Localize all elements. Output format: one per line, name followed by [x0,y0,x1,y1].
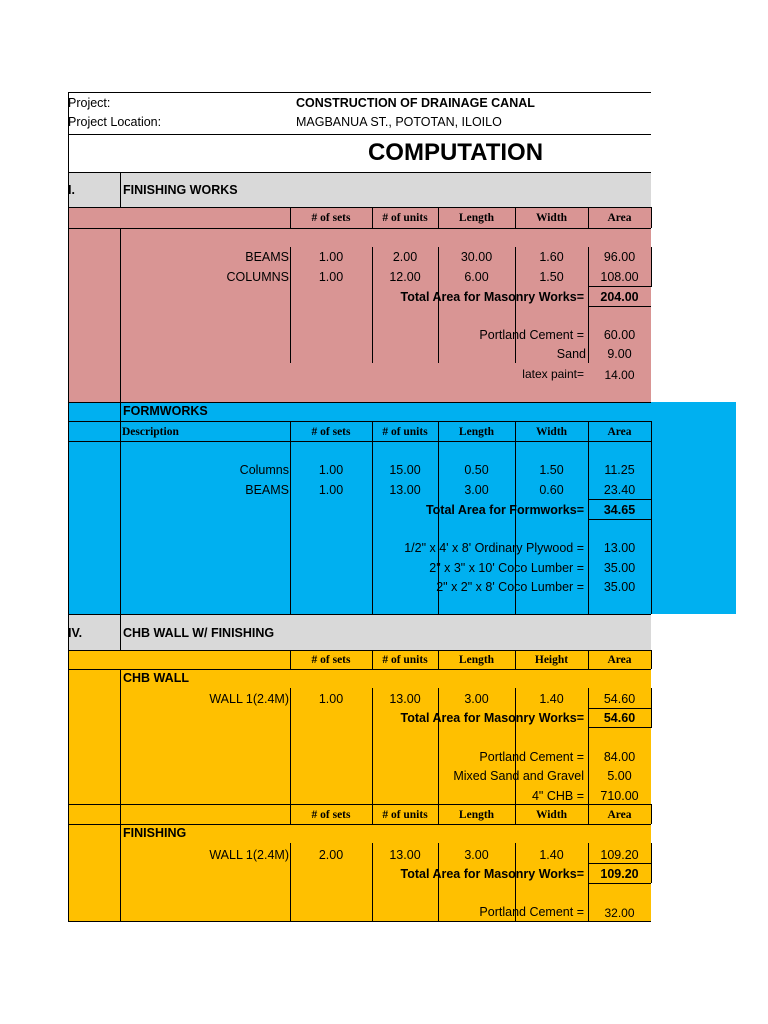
col-header-width: Width [535,212,568,224]
rule [120,402,121,614]
chb-wall-subtitle: CHB WALL [123,671,189,685]
material-value: 9.00 [607,347,632,361]
rule [588,499,651,500]
chb-section-bg [68,650,651,922]
cell-sets: 1.00 [318,250,344,264]
material-value: 710.00 [600,789,639,803]
cell-area: 96.00 [603,250,636,264]
rule [651,421,652,614]
row-label: BEAMS [245,250,289,264]
formworks-title: FORMWORKS [123,404,208,418]
rule [68,614,651,615]
total-value: 34.65 [603,503,636,517]
cell-sets: 1.00 [318,463,344,477]
project-label: Project: [68,96,111,110]
col-header-sets: # of sets [311,809,351,821]
cell-sets: 1.00 [318,270,344,284]
total-value: 54.60 [603,711,636,725]
cell-area: 11.25 [604,463,635,477]
project-value: CONSTRUCTION OF DRAINAGE CANAL [296,96,535,110]
col-header-length: Length [458,654,495,666]
rule [68,228,651,229]
col-header-height: Height [534,654,569,666]
cell-units: 13.00 [389,848,421,862]
col-header-area: Area [607,654,632,666]
material-label: 1/2" x 4' x 8' Ordinary Plywood = [404,541,584,555]
section-i-title: FINISHING WORKS [123,183,238,197]
rule [290,421,291,614]
rule [588,519,651,520]
rule [68,421,651,422]
rule [588,247,589,363]
rule [588,286,651,287]
rule [120,615,121,650]
cell-sets: 1.00 [318,483,344,497]
cell-units: 13.00 [389,692,421,706]
rule [588,708,651,709]
cell-sets: 1.00 [318,692,344,706]
material-label: 2" x 2" x 8' Coco Lumber = [436,580,584,594]
rule [68,172,651,173]
rule [120,669,121,922]
total-label: Total Area for Masonry Works= [400,711,584,725]
section-i-number: I. [68,183,75,197]
material-label: Sand [556,347,586,361]
rule [438,247,439,363]
cell-units: 2.00 [392,250,418,264]
rule [68,92,651,93]
rule [651,688,652,728]
cell-height: 1.40 [539,692,564,706]
project-location-value: MAGBANUA ST., POTOTAN, ILOILO [296,115,502,129]
material-label: Mixed Sand and Gravel [453,769,584,783]
col-header-units: # of units [382,654,428,666]
rule [651,650,652,669]
page-title: COMPUTATION [367,139,544,166]
rule [588,863,651,864]
col-header-length: Length [458,426,495,438]
row-label: WALL 1(2.4M) [209,848,289,862]
rule [68,650,651,651]
rule [515,247,516,363]
rule [120,172,121,208]
cell-width: 0.60 [539,483,564,497]
section-iv-number: IV. [68,626,83,640]
material-label: Portland Cement = [479,750,584,764]
col-header-area: Area [607,809,632,821]
cell-length: 3.00 [464,483,489,497]
cell-area: 54.60 [603,692,636,706]
cell-width: 1.50 [539,270,564,284]
cell-length: 30.00 [460,250,493,264]
row-label: COLUMNS [226,270,289,284]
col-header-length: Length [458,212,495,224]
col-header-area: Area [607,212,632,224]
material-value: 32.00 [604,906,635,920]
col-header-area: Area [607,426,632,438]
material-label: latex paint= [522,367,584,381]
rule [68,402,651,403]
cell-area: 108.00 [600,270,639,284]
total-label: Total Area for Masonry Works= [400,290,584,304]
total-value: 109.20 [600,867,639,881]
material-label: 4" CHB = [531,789,584,803]
rule [290,247,291,363]
rule [68,134,651,135]
cell-units: 15.00 [389,463,421,477]
col-header-units: # of units [382,426,428,438]
cell-length: 0.50 [464,463,489,477]
cell-area: 109.20 [600,848,639,862]
rule [68,824,651,825]
rule [68,669,651,670]
total-label: Total Area for Masonry Works= [400,867,584,881]
col-header-sets: # of sets [311,212,351,224]
material-value: 35.00 [603,561,636,575]
rule [68,207,651,208]
material-label: 2" x 3" x 10' Coco Lumber = [429,561,584,575]
rule [372,247,373,363]
material-label: Portland Cement = [479,328,584,342]
project-location-label: Project Location: [68,115,162,129]
section-iv-title: CHB WALL W/ FINISHING [123,626,275,640]
col-header-units: # of units [382,809,428,821]
material-value: 13.00 [603,541,636,555]
cell-length: 3.00 [464,848,489,862]
col-header-sets: # of sets [311,426,351,438]
material-value: 84.00 [603,750,636,764]
rule [651,247,652,287]
row-label: BEAMS [245,483,289,497]
col-header-width: Width [535,809,568,821]
cell-sets: 2.00 [318,848,344,862]
total-label: Total Area for Formworks= [425,503,584,517]
material-value: 35.00 [603,580,636,594]
rule [68,804,651,805]
material-value: 14.00 [604,368,635,382]
rule [68,92,69,922]
cell-units: 13.00 [389,483,421,497]
cell-width: 1.60 [539,250,564,264]
rule [651,207,652,228]
material-value: 60.00 [603,328,636,342]
col-header-length: Length [458,809,495,821]
rule [588,727,651,728]
col-header-sets: # of sets [311,654,351,666]
cell-units: 12.00 [389,270,421,284]
total-value: 204.00 [600,290,639,304]
cell-length: 6.00 [464,270,489,284]
rule [588,883,651,884]
col-header-description: Description [122,426,179,438]
row-label: WALL 1(2.4M) [209,692,289,706]
rule [651,843,652,883]
cell-area: 23.40 [603,483,636,497]
finishing-subtitle: FINISHING [123,826,187,840]
col-header-units: # of units [382,212,428,224]
cell-length: 3.00 [464,692,489,706]
material-value: 5.00 [607,769,632,783]
material-label: Portland Cement = [479,905,584,919]
row-label: Columns [239,463,289,477]
col-header-width: Width [535,426,568,438]
rule [588,306,651,307]
cell-width: 1.40 [539,848,564,862]
rule [651,804,652,824]
rule [68,441,651,442]
cell-width: 1.50 [539,463,564,477]
rule [68,921,651,922]
